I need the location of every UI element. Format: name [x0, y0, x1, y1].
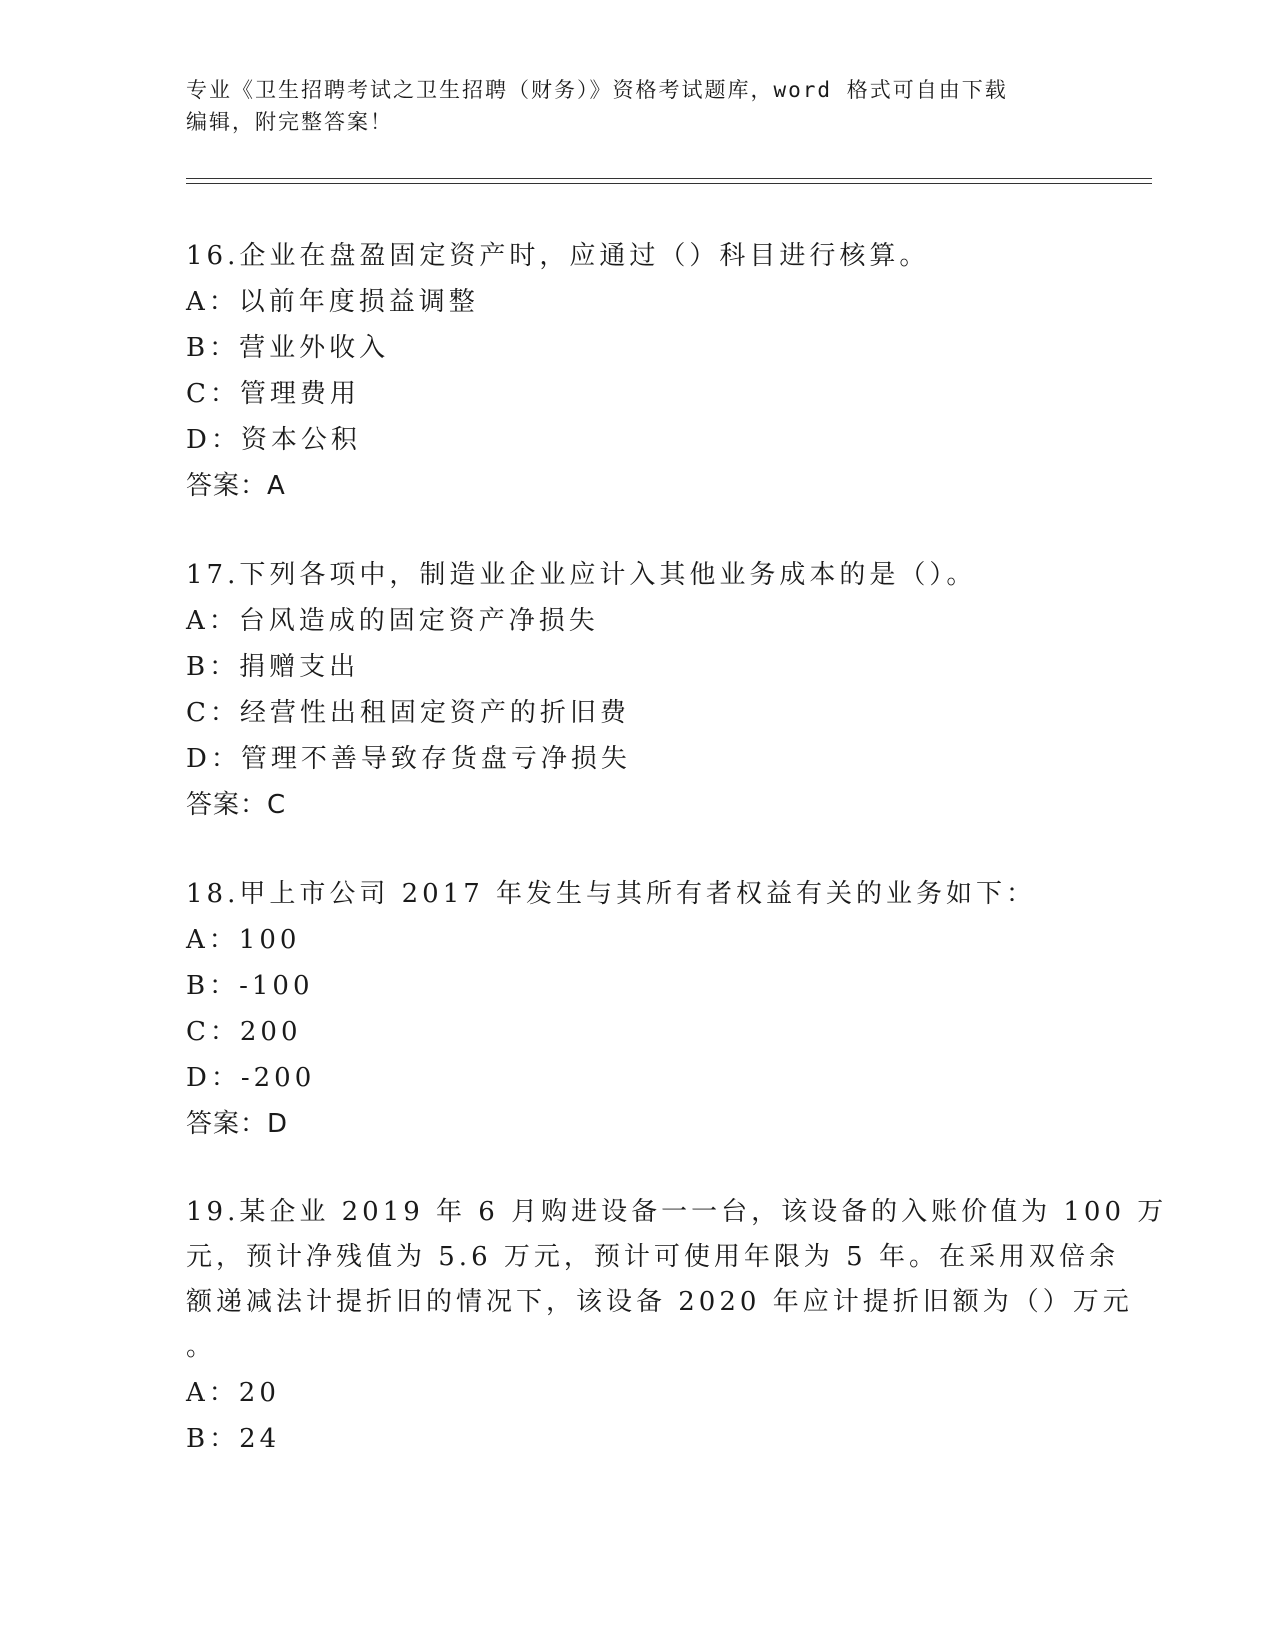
- question-stem: 17.下列各项中，制造业企业应计入其他业务成本的是（）。: [186, 560, 977, 590]
- question-stem-line-1: 19.某企业 2019 年 6 月购进设备一一台，该设备的入账价值为 100 万: [186, 1197, 1168, 1227]
- option-b: B：-100: [186, 971, 314, 1001]
- question-stem-line-2: 元，预计净残值为 5.6 万元，预计可使用年限为 5 年。在采用双倍余: [186, 1242, 1119, 1272]
- option-d: D：资本公积: [186, 425, 361, 455]
- header-line-2: 编辑，附完整答案！: [186, 110, 393, 134]
- question-stem: 16.企业在盘盈固定资产时，应通过（）科目进行核算。: [186, 241, 930, 271]
- question-19: [186, 1190, 1168, 1462]
- question-stem-line-4: 。: [186, 1332, 217, 1362]
- question-stem: 18.甲上市公司 2017 年发生与其所有者权益有关的业务如下：: [186, 879, 1037, 909]
- question-stem-line-3: 额递减法计提折旧的情况下，该设备 2020 年应计提折旧额为（）万元: [186, 1287, 1133, 1317]
- answer-line: 答案：A: [186, 471, 286, 501]
- option-a: A：台风造成的固定资产净损失: [186, 606, 599, 636]
- option-b: B：24: [186, 1424, 281, 1454]
- document-header: [186, 74, 1086, 138]
- option-a: A：以前年度损益调整: [186, 287, 479, 317]
- option-d: D：-200: [186, 1063, 316, 1093]
- header-divider-bottom: [186, 183, 1152, 184]
- question-18: [186, 872, 1086, 1147]
- answer-line: 答案：D: [186, 1109, 289, 1139]
- option-b: B：营业外收入: [186, 333, 390, 363]
- option-c: C：管理费用: [186, 379, 360, 409]
- question-17: [186, 553, 1086, 828]
- header-line-1: 专业《卫生招聘考试之卫生招聘（财务）》资格考试题库，word 格式可自由下载: [186, 78, 1008, 102]
- answer-line: 答案：C: [186, 790, 287, 820]
- option-b: B：捐赠支出: [186, 652, 360, 682]
- option-c: C：经营性出租固定资产的折旧费: [186, 698, 630, 728]
- option-a: A：100: [186, 925, 301, 955]
- question-16: [186, 234, 1086, 509]
- option-d: D：管理不善导致存货盘亏净损失: [186, 744, 631, 774]
- header-divider-top: [186, 178, 1152, 179]
- option-c: C：200: [186, 1017, 302, 1047]
- option-a: A：20: [186, 1378, 280, 1408]
